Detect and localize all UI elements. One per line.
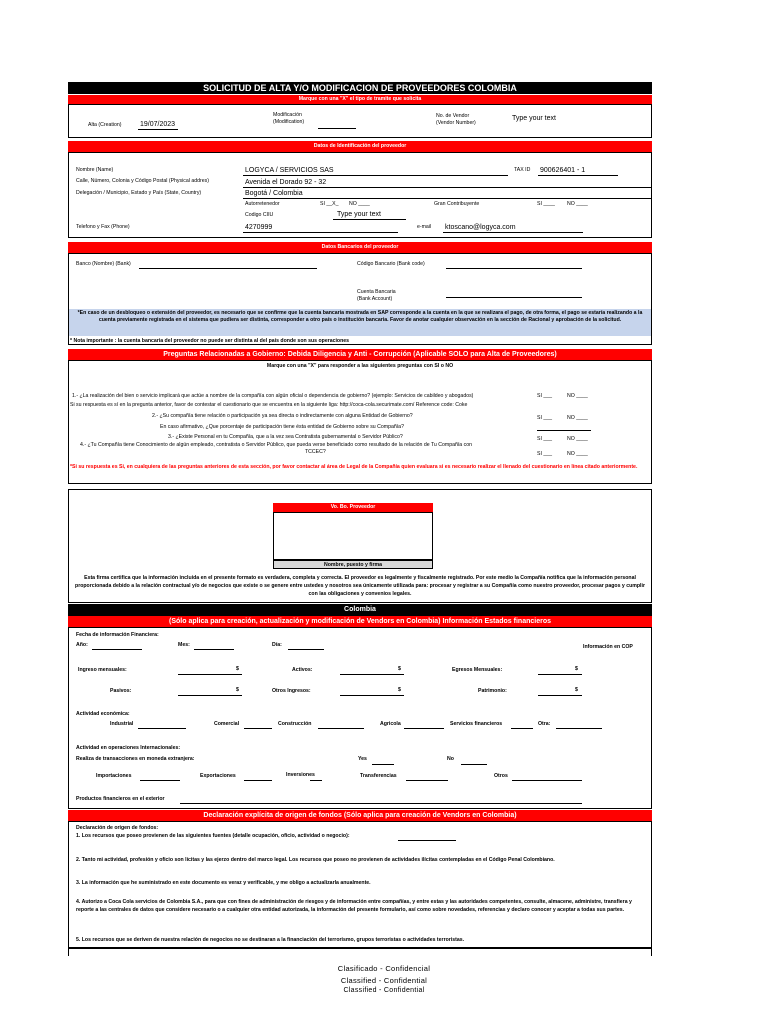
taxid-value[interactable]: 900626401 - 1 — [540, 167, 586, 174]
dia-field[interactable] — [288, 649, 324, 650]
ciiu-label: Codigo CIIU — [245, 212, 274, 218]
financieros-label: Servicios financieros — [450, 721, 503, 727]
info-cop: Información en COP — [583, 644, 633, 650]
gobierno-header: Preguntas Relacionadas a Gobierno: Debida Diligencia y Anti - Corrupción (Aplicable SOLO para Alta de Proveedores) — [68, 349, 652, 360]
patrimonio-currency: $ — [575, 687, 578, 693]
calle-label: Calle, Número, Colonia y Código Postal (Physical addres) — [76, 178, 209, 184]
nombre-label: Nombre (Name) — [76, 167, 114, 173]
firma-header: Vo. Bo. Proveedor — [273, 503, 433, 512]
pasivos-label: Pasivos: — [110, 688, 132, 694]
agricola-label: Agricola — [380, 721, 401, 727]
gran-contribuyente-label: Gran Contribuyente — [434, 201, 480, 207]
importaciones-label: Importaciones — [96, 773, 132, 779]
telefono-label: Telefono y Fax (Phone) — [76, 224, 130, 230]
question-2: 2.- ¿Su compañía tiene relación o participación ya sea directa o indirectamente con alguna Entidad de Gobierno? — [152, 413, 413, 419]
ingresos-field[interactable] — [178, 674, 242, 675]
colombia-subheader: (Sólo aplica para creación, actualización y modificación de Vendors en Colombia) Información Estados financieros — [68, 616, 652, 627]
alta-date[interactable]: 19/07/2023 — [140, 121, 176, 128]
agricola-field[interactable] — [404, 728, 444, 729]
gran-contribuyente-si[interactable]: SI ____ — [537, 201, 555, 207]
modificacion-label-1: Modificación — [273, 112, 302, 118]
otros-ingresos-field[interactable] — [340, 695, 404, 696]
actividad-label: Actividad económica: — [76, 711, 130, 717]
industrial-field[interactable] — [138, 728, 186, 729]
nombre-value[interactable]: LOGYCA / SERVICIOS SAS — [245, 167, 334, 174]
otra-label: Otra: — [538, 721, 551, 727]
ciiu-underline — [333, 219, 406, 220]
productos-field[interactable] — [180, 803, 582, 804]
anio-label: Año: — [76, 642, 88, 648]
gran-contribuyente-no[interactable]: NO ____ — [567, 201, 588, 207]
origen-p1-field[interactable] — [398, 840, 456, 841]
cuenta-field[interactable] — [446, 297, 582, 298]
question-4-line-2: TCCEC? — [305, 449, 326, 455]
otros-ingresos-currency: $ — [398, 687, 401, 693]
bancarios-header: Datos Bancarios del proveedor — [68, 242, 652, 253]
alta-underline — [138, 129, 178, 130]
dia-label: Día: — [272, 642, 282, 648]
cuenta-label-2: (Bank Account) — [357, 296, 393, 302]
autoretenedor-si[interactable]: SI __X_ — [320, 201, 339, 207]
ciiu-input[interactable]: Type your text — [337, 211, 381, 218]
gobierno-warning: *Si su respuesta es Si, en cualquiera de las preguntas anteriores de esta sección, por favor contactar al área de Legal de la Compañía quien evaluara si es necesario realizar el llenado del cuestionario en línea citado anteriormente. — [70, 464, 638, 470]
otros-label: Otros — [494, 773, 508, 779]
calle-value[interactable]: Avenida el Dorado 92 - 32 — [245, 179, 327, 186]
transferencias-field[interactable] — [406, 780, 448, 781]
firma-footer: Nombre, puesto y firma — [273, 560, 433, 569]
identificacion-header: Datos de Identificación del proveedor — [68, 141, 652, 152]
firma-certifica: Esta firma certifica que la información incluida en el presente formato es verdadera, completa y correcta. El proveedor es legalmente y fiscalmente registrado. Por este medio la Compañía notifica que la información personal proporcionada debido a la relación contractual y/o de negocios que existe o se genere entre ustedes y nosotros sea únicamente utilizada para: procesar y registrar a su Compañía como nuestro proveedor, procesar pagos y cumplir con las obligaciones y convenios legales. — [75, 575, 645, 597]
classification-line-1: Clasificado - Confidencial — [337, 964, 431, 973]
origen-declaracion: Declaración de origen de fondos: — [76, 825, 159, 831]
bancarios-note: *En caso de un desbloqueo o extensión del proveedor, es necesario que se confirme que la cuenta bancaria mostrada en SAP corresponde a la cuenta en la que se realizara el pago, de otra forma, el pago se estaría realizando a la cuenta previamente registrada en el sistema que pudiera ser distinta, corresponder a otro país o institución bancaria. Favor de anotar cualquier observación en la sección de Racional y aprobación de la solicitud. — [69, 309, 651, 336]
comercial-field[interactable] — [244, 728, 272, 729]
codigo-bancario-field[interactable] — [446, 268, 582, 269]
exportaciones-label: Exportaciones — [200, 773, 236, 779]
egresos-field[interactable] — [538, 674, 582, 675]
autoretenedor-no[interactable]: NO ____ — [349, 201, 370, 207]
nota-importante: * Nota importante : la cuenta bancaria del proveedor no puede ser distinta al del país donde son sus operaciones — [70, 338, 350, 344]
mes-field[interactable] — [194, 649, 234, 650]
anio-field[interactable] — [92, 649, 142, 650]
pasivos-currency: $ — [236, 687, 239, 693]
codigo-bancario-label: Código Bancario (Bank code) — [357, 261, 425, 267]
cuenta-label-1: Cuenta Bancaria — [357, 289, 396, 295]
question-2-no[interactable]: NO ____ — [567, 415, 588, 421]
construccion-label: Construcción — [278, 721, 312, 727]
question-2-percentage-field[interactable] — [537, 430, 591, 431]
egresos-currency: $ — [575, 666, 578, 672]
origen-p3: 3. La información que he suministrado en este documento es veraz y verificable, y me obligo a actualizarla anualmente. — [76, 880, 371, 886]
colombia-header: Colombia — [68, 604, 652, 616]
taxid-underline — [538, 175, 618, 176]
egresos-label: Egresos Mensuales: — [452, 667, 503, 673]
marque-tipo-header: Marque con una "X" el tipo de tramite que solicita — [68, 95, 652, 104]
firma-signature-box[interactable] — [273, 512, 433, 560]
modificacion-field[interactable] — [318, 128, 356, 129]
exportaciones-field[interactable] — [244, 780, 272, 781]
calle-underline — [243, 187, 651, 188]
question-1-no[interactable]: NO ____ — [567, 393, 588, 399]
question-4-no[interactable]: NO ____ — [567, 451, 588, 457]
vendor-number-label-1: No. de Vendor — [436, 113, 470, 119]
delegacion-label: Delegación / Municipio, Estado y País (State, Country) — [76, 190, 202, 196]
question-3: 3.- ¿Existe Personal en tu Compañía, que a la vez sea Contratista gubernamental o Servidor Público? — [168, 434, 403, 440]
otros-ingresos-label: Otros Ingresos: — [272, 688, 311, 694]
email-value[interactable]: ktoscano@logyca.com — [445, 224, 516, 231]
origen-p4: 4. Autorizo a Coca Cola servicios de Colombia S.A., para que con fines de administración de riesgos y de información entre compañías, y entre estas y las autoridades competentes, consulte, almacene, administre, transfiera y reporte a las centrales de datos que considere necesario o a cualquier otra entidad autorizada, la información del presente formulario, así como sobre novedades, referencias y declaro conocer y aceptar a todas sus partes. — [76, 899, 632, 913]
delegacion-value[interactable]: Bogotá / Colombia — [245, 190, 303, 197]
form-title: SOLICITUD DE ALTA Y/O MODIFICACION DE PROVEEDORES COLOMBIA — [68, 82, 652, 94]
ingresos-label: Ingreso mensuales: — [78, 667, 127, 673]
transferencias-label: Transferencias — [360, 773, 397, 779]
taxid-label: TAX ID — [514, 167, 531, 173]
otra-field[interactable] — [556, 728, 602, 729]
telefono-underline — [243, 232, 398, 233]
alta-label: Alta (Creation) — [88, 122, 122, 128]
question-1: 1.- ¿La realización del bien o servicio implicará que actúe a nombre de la compañía con algún oficial o dependencia de gobierno? (ejemplo: Servicios de cabildeo y abogados) — [72, 393, 474, 399]
delegacion-underline — [243, 198, 651, 199]
gobierno-instruccion: Marque con una "X" para responder a las siguientes preguntas con SI o NO — [266, 363, 454, 369]
moneda-yes-label: Yes — [358, 756, 367, 762]
vendor-number-label-2: (Vendor Number) — [436, 120, 476, 126]
productos-label: Productos financieros en el exterior — [76, 796, 165, 802]
origen-header: Declaración explícita de origen de fondos (Sólo aplica para creación de Vendors en Colombia) — [68, 810, 652, 821]
moneda-yes-field[interactable] — [372, 764, 394, 765]
origen-p1: 1. Los recursos que poseo provienen de las siguientes fuentes (detalle ocupación, oficio, actividad o negocio): — [76, 833, 350, 839]
patrimonio-field[interactable] — [538, 695, 582, 696]
moneda-no-label: No — [447, 756, 454, 762]
moneda-no-field[interactable] — [461, 764, 487, 765]
question-3-no[interactable]: NO ____ — [567, 436, 588, 442]
industrial-label: Industrial — [110, 721, 134, 727]
vendor-number-input[interactable]: Type your text — [512, 115, 556, 122]
construccion-field[interactable] — [318, 728, 364, 729]
inversiones-field[interactable] — [310, 780, 322, 781]
origen-p2: 2. Tanto mi actividad, profesión y oficio son lícitas y las ejerzo dentro del marco legal. Los recursos que poseo no provienen de actividades ilícitas contempladas en el Código Penal Colombiano. — [76, 857, 555, 863]
activos-label: Activos: — [292, 667, 313, 673]
question-1-sub: Si su respuesta es sí en la pregunta anterior, favor de contestar el cuestionario que se encuentra en la siguiente liga: http://coca-cola.securimate.com/ Reference code: Coke — [70, 402, 468, 408]
origen-next-section — [68, 948, 652, 956]
classification-line-3: Classified - Confidential — [343, 987, 425, 994]
moneda-label: Realiza de transacciones en moneda extranjera: — [76, 756, 195, 762]
mes-label: Mes: — [178, 642, 190, 648]
question-2-sub: En caso afirmativo, ¿Que porcentaje de participación tiene ésta entidad de Gobierno sobre su Compañía? — [160, 424, 404, 430]
activos-field[interactable] — [340, 674, 404, 675]
question-4-si[interactable]: SI ___ — [537, 451, 552, 457]
fecha-label: Fecha de información Financiera: — [76, 632, 159, 638]
banco-label: Banco (Nombre) (Bank) — [76, 261, 131, 267]
colombia-section — [68, 627, 652, 809]
origen-p5: 5. Los recursos que se deriven de nuestra relación de negocios no se destinaran a la financiación del terrorismo, grupos terroristas o actividades terroristas. — [76, 937, 465, 943]
otros-field[interactable] — [512, 780, 582, 781]
intl-label: Actividad en operaciones Internacionales: — [76, 745, 181, 751]
question-3-si[interactable]: SI ___ — [537, 436, 552, 442]
email-label: e-mail — [417, 224, 432, 230]
question-1-si[interactable]: SI ___ — [537, 393, 552, 399]
patrimonio-label: Patrimonio: — [478, 688, 507, 694]
importaciones-field[interactable] — [140, 780, 180, 781]
financieros-field[interactable] — [511, 728, 533, 729]
nombre-underline — [243, 175, 508, 176]
activos-currency: $ — [398, 666, 401, 672]
question-2-si[interactable]: SI ___ — [537, 415, 552, 421]
ingresos-currency: $ — [236, 666, 239, 672]
modificacion-label-2: (Modification) — [273, 119, 305, 125]
telefono-value[interactable]: 4270999 — [245, 224, 273, 231]
autoretenedor-label: Autorretenedor — [245, 201, 280, 207]
banco-field[interactable] — [139, 268, 317, 269]
pasivos-field[interactable] — [178, 695, 242, 696]
email-underline — [443, 232, 583, 233]
comercial-label: Comercial — [214, 721, 240, 727]
classification-line-2: Classified - Confidential — [340, 976, 428, 985]
inversiones-label: Inversiones — [286, 772, 315, 778]
question-4-line-1: 4.- ¿Tu Compañía tiene Conocimiento de algún empleado, contratista o Servidor Público, que pueda verse beneficiado como resultado de la relación de Tu Compañía con — [80, 442, 472, 448]
